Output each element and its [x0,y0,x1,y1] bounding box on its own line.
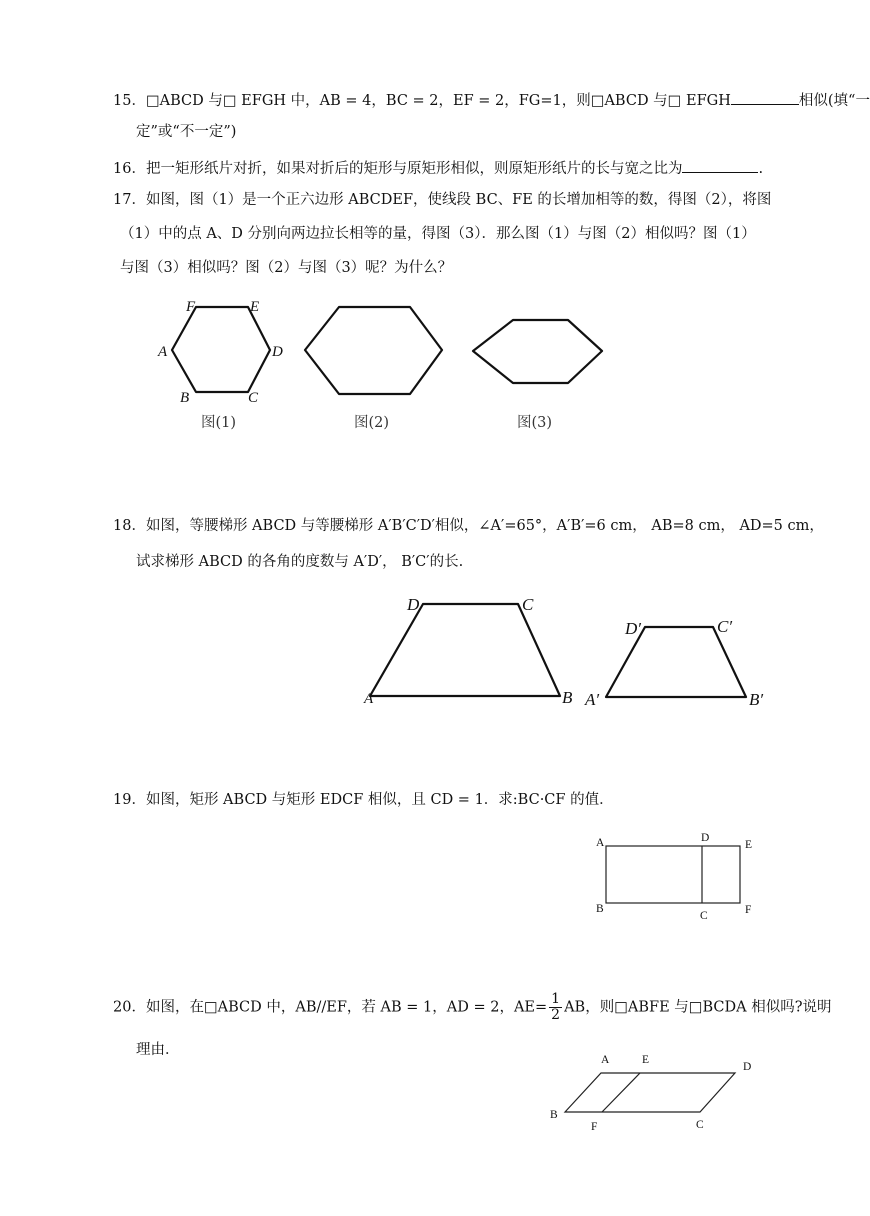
q20-line2: 理由． [136,1042,180,1058]
q19-number: 19． [113,792,146,808]
q15-number: 15． [113,93,146,109]
para-label-a: A [601,1054,610,1066]
q18-text: 如图，等腰梯形 ABCD 与等腰梯形 A′B′C′D′相似，∠A′=65°，A′B′=6 cm， AB=8 cm， AD=5 cm， [145,518,824,534]
trap-label-a: A [364,691,374,707]
hex-label-c: C [248,390,259,406]
para-label-c: C [696,1119,704,1131]
q17-text: 如图，图（1）是一个正六边形 ABCDEF，使线段 BC、FE 的长增加相等的数，得图（2），将图 [145,192,772,208]
q19-text: 如图，矩形 ABCD 与矩形 EDCF 相似，且 CD = 1．求:BC·CF 的值． [145,792,614,808]
q20-text-tail: AB，则□ABFE 与□BCDA 相似吗?说明 [564,999,832,1016]
segment-ef [602,1073,640,1112]
q17-line3: 与图（3）相似吗？图（2）与图（3）呢？为什么？ [120,260,453,276]
trap-label-b: B [562,688,573,707]
q16-number: 16． [113,161,146,177]
rect-label-c: C [700,910,708,922]
rect-label-d: D [701,832,710,844]
trap-label-d: D [407,595,420,614]
trapezoid-abcd [370,604,560,696]
rect-label-e: E [745,839,753,851]
trap-label-a-prime: A′ [585,690,600,709]
caption-fig1: 图(1) [201,415,237,431]
q15-text: □ABCD 与□ EFGH 中，AB = 4，BC = 2，EF = 2，FG=1，则□ABCD 与□ EFGH [145,93,731,109]
rect-label-a: A [596,837,605,849]
parallelogram-abcd [565,1073,735,1112]
stretched-hexagon-fig2 [305,307,442,394]
para-label-d: D [743,1061,752,1073]
hex-label-f: F [186,299,196,315]
para-label-b: B [550,1109,558,1121]
flattened-hexagon-fig3 [473,320,602,383]
hex-label-d: D [272,344,283,360]
caption-fig3: 图(3) [517,415,553,431]
q16-text-tail: . [758,161,764,177]
q18-line2: 试求梯形 ABCD 的各角的度数与 A′D′， B′C′的长. [136,554,464,570]
q15-text-tail: 相似(填“一 [798,93,870,109]
regular-hexagon-fig1 [172,307,270,392]
hex-label-e: E [250,299,260,315]
trap-label-d-prime: D′ [625,619,641,638]
trap-label-c: C [522,595,534,614]
q15-line2: 定”或“不一定”) [136,124,237,140]
rect-label-b: B [596,903,604,915]
q20-fraction-denominator: 2 [551,1007,561,1023]
rect-label-f: F [745,904,752,916]
q18-number: 18． [113,518,146,534]
trap-label-c-prime: C′ [717,617,733,636]
para-label-e: E [642,1054,650,1066]
q16-text: 把一矩形纸片对折，如果对折后的矩形与原矩形相似，则原矩形纸片的长与宽之比为 [145,161,683,177]
trap-label-b-prime: B′ [749,690,764,709]
hex-label-a: A [158,344,168,360]
para-label-f: F [591,1121,598,1133]
q17-line2: （1）中的点 A、D 分别向两边拉长相等的量，得图（3）．那么图（1）与图（2）相似吗？图（1） [120,226,756,242]
caption-fig2: 图(2) [354,415,390,431]
q20-fraction-numerator: 1 [551,991,561,1007]
q20-number: 20． [113,999,146,1016]
q17-number: 17． [113,192,146,208]
hex-label-b: B [180,390,190,406]
q20-text: 如图，在□ABCD 中，AB//EF，若 AB = 1，AD = 2，AE= [145,999,548,1016]
rectangle-abef [606,846,740,903]
